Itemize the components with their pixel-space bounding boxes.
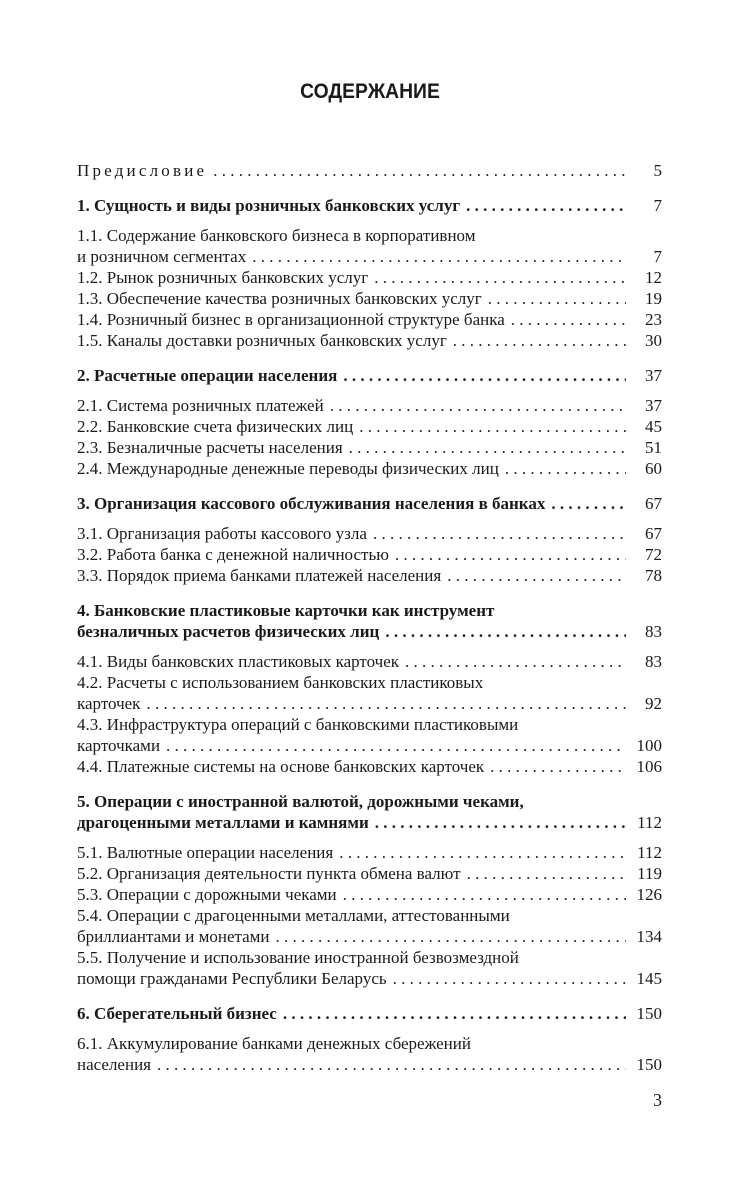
toc-spacer	[77, 989, 662, 1003]
toc-entry-label: драгоценными металлами и камнями	[77, 813, 369, 832]
dot-leader	[490, 756, 626, 777]
toc-entry-label: 4.4. Платежные системы на основе банковских карточек	[77, 757, 485, 776]
dot-leader	[166, 735, 626, 756]
dot-leader	[283, 1003, 626, 1024]
toc-entry-label: 5.5. Получение и использование иностранной безвозмездной	[77, 948, 519, 967]
toc-entry[interactable]	[77, 842, 662, 863]
toc-chapter-entry[interactable]	[77, 195, 662, 216]
toc-entry[interactable]	[77, 288, 662, 309]
toc-entry[interactable]	[77, 565, 662, 586]
toc-entry-label: 3. Организация кассового обслуживания населения в банках	[77, 494, 546, 513]
toc-entry-label: 1.1. Содержание банковского бизнеса в корпоративном	[77, 226, 476, 245]
toc-entry-label: 6. Сберегательный бизнес	[77, 1004, 277, 1023]
toc-page-number: 72	[645, 545, 662, 564]
toc-chapter-entry[interactable]	[77, 365, 662, 386]
toc-entry-label: Предисловие	[77, 161, 208, 180]
dot-leader	[385, 621, 626, 642]
toc-entry-label: 2.2. Банковские счета физических лиц	[77, 417, 354, 436]
toc-entry-label: 1.3. Обеспечение качества розничных банковских услуг	[77, 289, 482, 308]
toc-entry[interactable]	[77, 905, 662, 947]
toc-page-number: 83	[645, 652, 662, 671]
toc-entry[interactable]	[77, 884, 662, 905]
toc-entry[interactable]	[77, 947, 662, 989]
toc-entry-label: карточками	[77, 736, 161, 755]
toc-spacer	[77, 586, 662, 600]
dot-leader	[349, 437, 626, 458]
toc-entry-label: 4.2. Расчеты с использованием банковских пластиковых	[77, 673, 484, 692]
toc-entry[interactable]	[77, 160, 662, 181]
toc-page-number: 78	[645, 566, 662, 585]
toc-entry-label: 2.1. Система розничных платежей	[77, 396, 324, 415]
toc-page-number: 7	[653, 196, 662, 215]
toc-chapter-entry[interactable]	[77, 1003, 662, 1024]
toc-page-number: 51	[645, 438, 662, 457]
dot-leader	[505, 458, 626, 479]
toc-page-number: 83	[645, 622, 662, 641]
toc-page-number: 119	[637, 864, 662, 883]
dot-leader	[395, 544, 626, 565]
toc-entry-label: 2. Расчетные операции населения	[77, 366, 338, 385]
dot-leader	[405, 651, 626, 672]
toc-entry[interactable]	[77, 437, 662, 458]
toc-page-number: 126	[636, 885, 662, 904]
toc-page-number: 19	[645, 289, 662, 308]
toc-entry-label: 3.3. Порядок приема банками платежей населения	[77, 566, 442, 585]
toc-entry[interactable]	[77, 714, 662, 756]
toc-page-number: 106	[636, 757, 662, 776]
toc-chapter-entry[interactable]	[77, 600, 662, 642]
toc-page-number: 100	[636, 736, 662, 755]
toc-entry-label: 4.3. Инфраструктура операций с банковскими пластиковыми	[77, 715, 519, 734]
toc-page-number: 23	[645, 310, 662, 329]
table-of-contents	[77, 160, 662, 1075]
toc-page-number: 60	[645, 459, 662, 478]
toc-entry[interactable]	[77, 544, 662, 565]
toc-entry[interactable]	[77, 651, 662, 672]
dot-leader	[252, 246, 626, 267]
toc-spacer	[77, 642, 662, 651]
toc-page-number: 5	[653, 161, 662, 180]
toc-entry-label: безналичных расчетов физических лиц	[77, 622, 380, 641]
toc-chapter-entry[interactable]	[77, 493, 662, 514]
dot-leader	[467, 863, 626, 884]
toc-spacer	[77, 351, 662, 365]
toc-chapter-entry[interactable]	[77, 791, 662, 833]
toc-entry-label: 5.4. Операции с драгоценными металлами, аттестованными	[77, 906, 510, 925]
toc-entry-label: 5.1. Валютные операции населения	[77, 843, 334, 862]
toc-entry-label: 6.1. Аккумулирование банками денежных сбережений	[77, 1034, 471, 1053]
toc-entry[interactable]	[77, 309, 662, 330]
toc-spacer	[77, 479, 662, 493]
toc-page-number: 134	[636, 927, 662, 946]
dot-leader	[373, 523, 626, 544]
toc-entry-label: 5.3. Операции с дорожными чеками	[77, 885, 337, 904]
toc-entry-label: 1.4. Розничный бизнес в организационной структуре банка	[77, 310, 505, 329]
dot-leader	[447, 565, 626, 586]
dot-leader	[330, 395, 626, 416]
toc-page-number: 112	[637, 843, 662, 862]
toc-page-number: 92	[645, 694, 662, 713]
toc-entry-label: 2.4. Международные денежные переводы физических лиц	[77, 459, 499, 478]
dot-leader	[146, 693, 626, 714]
dot-leader	[488, 288, 626, 309]
toc-spacer	[77, 181, 662, 195]
toc-page-number: 12	[645, 268, 662, 287]
toc-page-number: 150	[636, 1004, 662, 1023]
toc-page-number: 45	[645, 417, 662, 436]
toc-entry-label: бриллиантами и монетами	[77, 927, 270, 946]
toc-entry[interactable]	[77, 523, 662, 544]
toc-entry-label: карточек	[77, 694, 141, 713]
toc-entry-label: 3.1. Организация работы кассового узла	[77, 524, 367, 543]
dot-leader	[339, 842, 626, 863]
page-title: СОДЕРЖАНИЕ	[300, 80, 440, 103]
toc-entry[interactable]	[77, 395, 662, 416]
toc-entry-label: 4. Банковские пластиковые карточки как инструмент	[77, 601, 495, 620]
dot-leader	[453, 330, 626, 351]
toc-entry[interactable]	[77, 1033, 662, 1075]
toc-entry-label: 3.2. Работа банка с денежной наличностью	[77, 545, 389, 564]
toc-entry[interactable]	[77, 458, 662, 479]
toc-entry[interactable]	[77, 225, 662, 267]
toc-spacer	[77, 216, 662, 225]
toc-entry[interactable]	[77, 416, 662, 437]
dot-leader	[466, 195, 626, 216]
toc-entry-label: помощи гражданами Республики Беларусь	[77, 969, 387, 988]
toc-entry-label: 1.5. Каналы доставки розничных банковских услуг	[77, 331, 447, 350]
toc-page-number: 112	[637, 813, 662, 832]
dot-leader	[511, 309, 626, 330]
dot-leader	[213, 160, 626, 181]
toc-page-number: 37	[645, 396, 662, 415]
toc-page-number: 37	[645, 366, 662, 385]
toc-entry-label: 5. Операции с иностранной валютой, дорожными чеками,	[77, 792, 524, 811]
toc-entry[interactable]	[77, 267, 662, 288]
toc-entry[interactable]	[77, 863, 662, 884]
toc-entry-label: 5.2. Организация деятельности пункта обмена валют	[77, 864, 461, 883]
toc-entry[interactable]	[77, 756, 662, 777]
toc-entry-label: 2.3. Безналичные расчеты населения	[77, 438, 343, 457]
toc-page-number: 150	[636, 1055, 662, 1074]
toc-page-number: 30	[645, 331, 662, 350]
toc-entry-label: населения	[77, 1055, 151, 1074]
toc-entry[interactable]	[77, 330, 662, 351]
toc-entry-label: 1.2. Рынок розничных банковских услуг	[77, 268, 369, 287]
toc-spacer	[77, 777, 662, 791]
dot-leader	[375, 812, 626, 833]
toc-entry-label: и розничном сегментах	[77, 247, 247, 266]
toc-spacer	[77, 1024, 662, 1033]
page-number: 3	[653, 1090, 662, 1110]
toc-spacer	[77, 833, 662, 842]
dot-leader	[343, 365, 626, 386]
dot-leader	[157, 1054, 626, 1075]
dot-leader	[359, 416, 626, 437]
toc-spacer	[77, 386, 662, 395]
dot-leader	[276, 926, 626, 947]
dot-leader	[393, 968, 626, 989]
toc-entry[interactable]	[77, 672, 662, 714]
toc-page-number: 145	[636, 969, 662, 988]
dot-leader	[374, 267, 626, 288]
toc-page-number: 67	[645, 524, 662, 543]
toc-page-number: 67	[645, 494, 662, 513]
toc-entry-label: 1. Сущность и виды розничных банковских услуг	[77, 196, 461, 215]
dot-leader	[551, 493, 626, 514]
toc-spacer	[77, 514, 662, 523]
dot-leader	[343, 884, 626, 905]
toc-entry-label: 4.1. Виды банковских пластиковых карточек	[77, 652, 400, 671]
toc-page-number: 7	[653, 247, 662, 266]
